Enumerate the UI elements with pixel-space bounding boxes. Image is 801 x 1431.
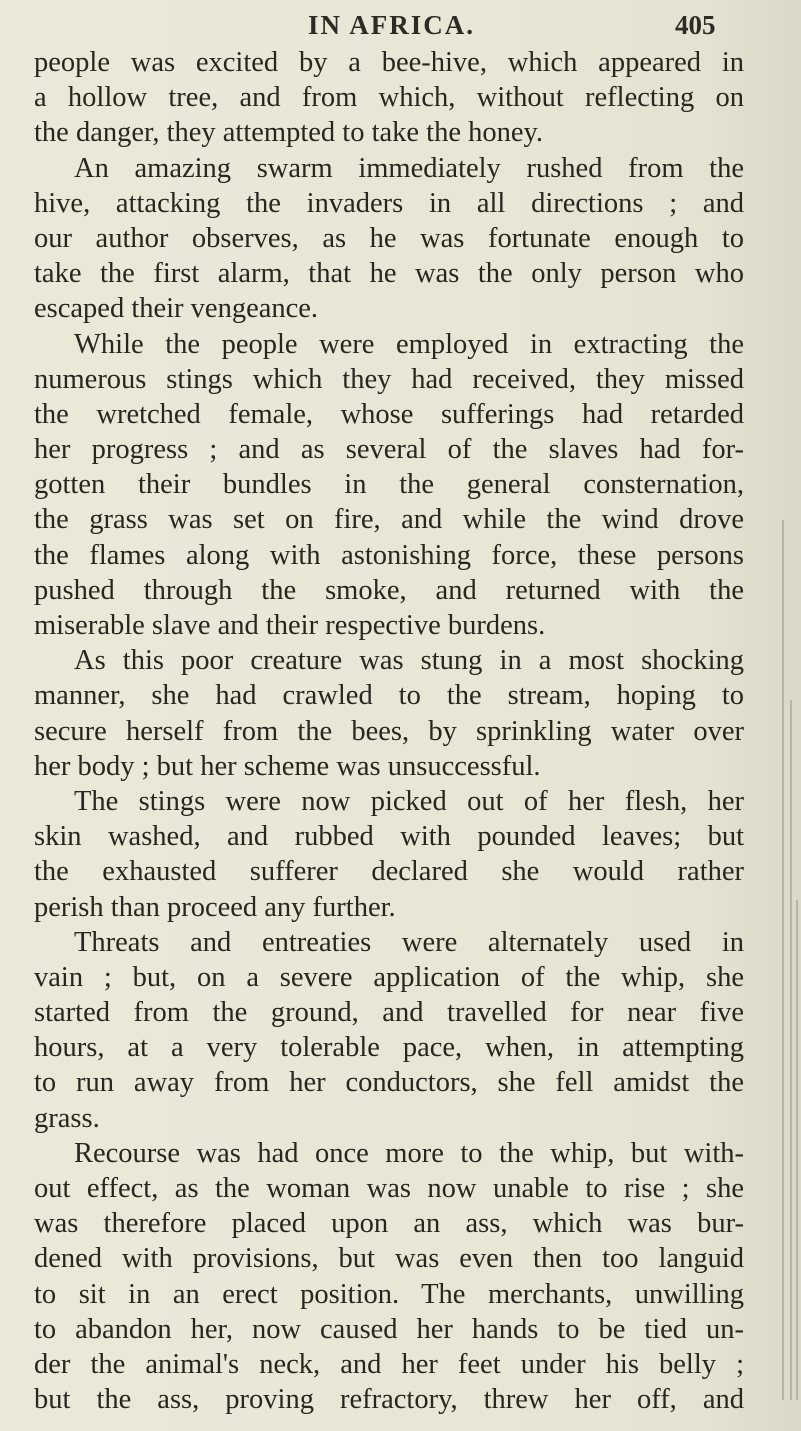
- running-head: IN AFRICA.: [308, 10, 476, 40]
- page-edge-line: [782, 520, 784, 1400]
- text-line: escaped their vengeance.: [34, 293, 319, 325]
- text-line: to abandon her, now caused her hands to be tied un-: [34, 1313, 744, 1345]
- text-line: her body ; but her scheme was unsuccessful.: [34, 750, 541, 782]
- text-line: der the animal's neck, and her feet under his belly ;: [34, 1348, 744, 1380]
- text-line: pushed through the smoke, and returned with the: [34, 574, 744, 606]
- text-line: the danger, they attempted to take the honey.: [34, 117, 544, 149]
- text-line: skin washed, and rubbed with pounded leaves; but: [34, 821, 744, 853]
- text-line: gotten their bundles in the general consternation,: [34, 469, 744, 501]
- text-line: grass.: [34, 1102, 100, 1134]
- text-line: perish than proceed any further.: [34, 891, 396, 923]
- body-text: [34, 45, 744, 1417]
- text-line: take the first alarm, that he was the only person who: [34, 258, 744, 290]
- text-line: While the people were employed in extracting the: [74, 328, 744, 360]
- text-line: her progress ; and as several of the slaves had for-: [34, 434, 744, 466]
- page-header: [0, 10, 801, 50]
- text-line: but the ass, proving refractory, threw her off, and: [34, 1384, 744, 1416]
- text-line: vain ; but, on a severe application of the whip, she: [34, 961, 744, 993]
- text-line: the wretched female, whose sufferings had retarded: [34, 398, 744, 430]
- text-line: miserable slave and their respective burdens.: [34, 610, 546, 641]
- text-line: As this poor creature was stung in a most shocking: [74, 645, 744, 677]
- text-line: the exhausted sufferer declared she would rather: [34, 856, 744, 888]
- text-line: hive, attacking the invaders in all directions ; and: [34, 187, 744, 219]
- text-line: people was excited by a bee-hive, which appeared in: [34, 47, 744, 78]
- text-line: to run away from her conductors, she fell amidst the: [34, 1067, 744, 1099]
- text-line: to sit in an erect position. The merchants, unwilling: [34, 1278, 744, 1310]
- page-number: 405: [675, 10, 716, 40]
- text-line: hours, at a very tolerable pace, when, in attempting: [34, 1032, 744, 1064]
- text-line: Threats and entreaties were alternately used in: [74, 926, 744, 958]
- text-line: Recourse was had once more to the whip, but with-: [74, 1137, 744, 1169]
- text-line: out effect, as the woman was now unable to rise ; she: [34, 1173, 744, 1204]
- text-line: manner, she had crawled to the stream, hoping to: [34, 680, 744, 712]
- page-edge-line: [796, 900, 798, 1400]
- text-line: An amazing swarm immediately rushed from the: [74, 152, 744, 184]
- text-line: started from the ground, and travelled for near five: [34, 997, 744, 1029]
- text-line: the grass was set on fire, and while the wind drove: [34, 504, 744, 536]
- text-line: a hollow tree, and from which, without reflecting on: [34, 82, 744, 114]
- text-line: The stings were now picked out of her flesh, her: [74, 785, 744, 817]
- text-line: was therefore placed upon an ass, which was bur-: [34, 1208, 744, 1240]
- text-line: numerous stings which they had received, they missed: [34, 363, 744, 395]
- text-line: our author observes, as he was fortunate enough to: [34, 222, 744, 254]
- text-line: secure herself from the bees, by sprinkling water over: [34, 715, 744, 747]
- text-line: dened with provisions, but was even then too languid: [34, 1243, 744, 1275]
- page-edge-line: [790, 700, 792, 1400]
- text-line: the flames along with astonishing force, these persons: [34, 539, 744, 571]
